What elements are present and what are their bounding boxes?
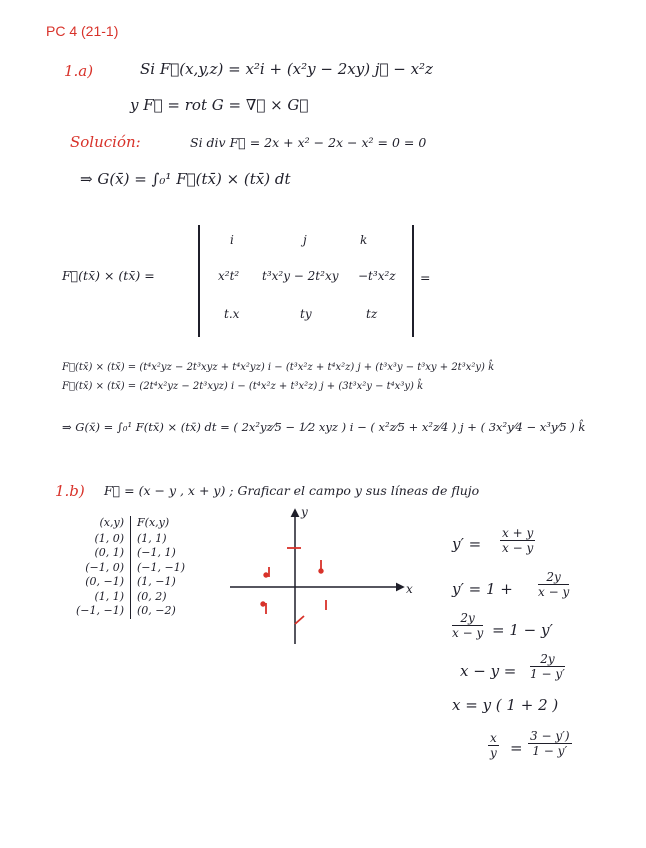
- matrix-cell: x²t²: [218, 269, 240, 283]
- deriv-3-rhs: = 1 − y′: [492, 621, 553, 639]
- deriv-1-fraction: [500, 526, 535, 555]
- deriv-2-fraction: [538, 570, 569, 599]
- expansion-line-1: F⃗(tx̄) × (tx̄) = (t⁴x²yz − 2t³xyz + t⁴x²yz) i − (t³x²z + t⁴x²z) j + (t³x³y − t³xy + 2t³x²y) k̂: [62, 362, 495, 373]
- table-header: F(x,y): [137, 516, 170, 529]
- solution-label: Solución:: [70, 133, 141, 151]
- table-row: [70, 590, 191, 605]
- vector-field-plot: [225, 504, 420, 649]
- deriv-3-fraction: [452, 611, 483, 640]
- fraction-numerator: 2y: [538, 570, 569, 585]
- fraction-denominator: y: [490, 746, 497, 760]
- matrix-cell: j: [303, 233, 307, 247]
- deriv-6-right-fraction: [528, 729, 572, 758]
- fraction-numerator: 2y: [530, 652, 565, 667]
- deriv-5: x = y ( 1 + 2 ): [452, 696, 559, 714]
- part-b-statement: F⃗ = (x − y , x + y) ; Graficar el campo y sus líneas de flujo: [104, 483, 480, 498]
- determinant-matrix: [198, 225, 414, 337]
- fraction-denominator: 1 − y′: [532, 744, 568, 758]
- matrix-cell: ty: [300, 307, 312, 321]
- deriv-2-lhs: y′ = 1 +: [452, 580, 513, 598]
- deriv-6-left-fraction: [488, 731, 499, 760]
- g-formula: ⇒ G(x̄) = ∫₀¹ F⃗(tx̄) × (tx̄) dt: [80, 170, 291, 188]
- fraction-denominator: x − y: [538, 585, 570, 599]
- table-cell: (−1, 0): [70, 561, 131, 576]
- fraction-numerator: 2y: [452, 611, 483, 626]
- deriv-4-lhs: x − y =: [460, 662, 517, 680]
- table-cell: (0, −1): [70, 575, 131, 590]
- field-arrow-tail: [261, 602, 265, 606]
- table-row: [70, 546, 191, 561]
- fraction-numerator: 3 − y′): [530, 729, 570, 743]
- table-cell: (1, 1): [137, 531, 167, 545]
- field-arrow: [295, 616, 304, 624]
- field-values-table: [70, 516, 191, 619]
- deriv-4-fraction: [530, 652, 565, 681]
- part-a-statement-2: y F⃗ = rot G = ∇⃗ × G⃗: [130, 96, 309, 114]
- table-cell: (0, −2): [137, 604, 176, 617]
- matrix-equals: =: [420, 270, 431, 285]
- fraction-denominator: x − y: [502, 541, 534, 555]
- table-cell: (0, 1): [70, 546, 131, 561]
- fraction-denominator: 1 − y′: [530, 667, 565, 681]
- deriv-1-lhs: y′ =: [452, 535, 482, 553]
- table-header: (x,y): [70, 516, 131, 532]
- fraction-denominator: x − y: [452, 626, 484, 640]
- matrix-cell: tz: [366, 307, 378, 321]
- table-cell: (−1, −1): [137, 560, 186, 574]
- table-cell: (−1, −1): [70, 604, 131, 619]
- matrix-cell: t.x: [224, 307, 240, 321]
- matrix-cell: i: [230, 233, 234, 247]
- matrix-cell: −t³x²z: [358, 269, 396, 283]
- part-a-statement: Si F⃗(x,y,z) = x²i + (x²y − 2xy) j⃗ − x²z: [140, 60, 433, 78]
- table-cell: (−1, 1): [137, 546, 176, 559]
- table-row: [70, 561, 191, 576]
- fraction-numerator: x: [490, 731, 497, 745]
- part-b-label: 1.b): [55, 482, 85, 500]
- table-row: [70, 604, 191, 619]
- cross-product-lhs: F⃗(tx̄) × (tx̄) =: [62, 268, 155, 283]
- table-cell: (1, −1): [137, 575, 176, 588]
- field-arrow-tail: [319, 569, 323, 573]
- part-a-label: 1.a): [64, 62, 94, 80]
- table-cell: (0, 2): [137, 589, 167, 603]
- table-cell: (1, 1): [70, 590, 131, 605]
- field-arrow-tail: [264, 573, 268, 577]
- deriv-6-equals: =: [510, 739, 523, 757]
- y-axis-label: y: [301, 505, 308, 519]
- matrix-cell: t³x²y − 2t²xy: [262, 269, 339, 283]
- table-cell: (1, 0): [70, 532, 131, 547]
- fraction-numerator: x + y: [502, 526, 534, 540]
- matrix-cell: k: [360, 233, 368, 247]
- table-row: [70, 532, 191, 547]
- expansion-line-2: F⃗(tx̄) × (tx̄) = (2t⁴x²yz − 2t³xyz) i − (t⁴x²z + t³x²z) j + (3t³x²y − t⁴x³y) k̂: [62, 381, 424, 392]
- x-axis-label: x: [406, 582, 413, 596]
- g-result: ⇒ G(x̄) = ∫₀¹ F(tx̄) × (tx̄) dt = ( 2x²yz⁄5 − 1⁄2 xyz ) i − ( x²z⁄5 + x²z⁄4 ) j + ( 3x²y⁄4 − x³y⁄5 ) k̂: [62, 420, 586, 434]
- page-title: PC 4 (21-1): [46, 23, 119, 39]
- table-row: [70, 575, 191, 590]
- divergence-line: Si div F⃗ = 2x + x² − 2x − x² = 0 = 0: [190, 135, 427, 150]
